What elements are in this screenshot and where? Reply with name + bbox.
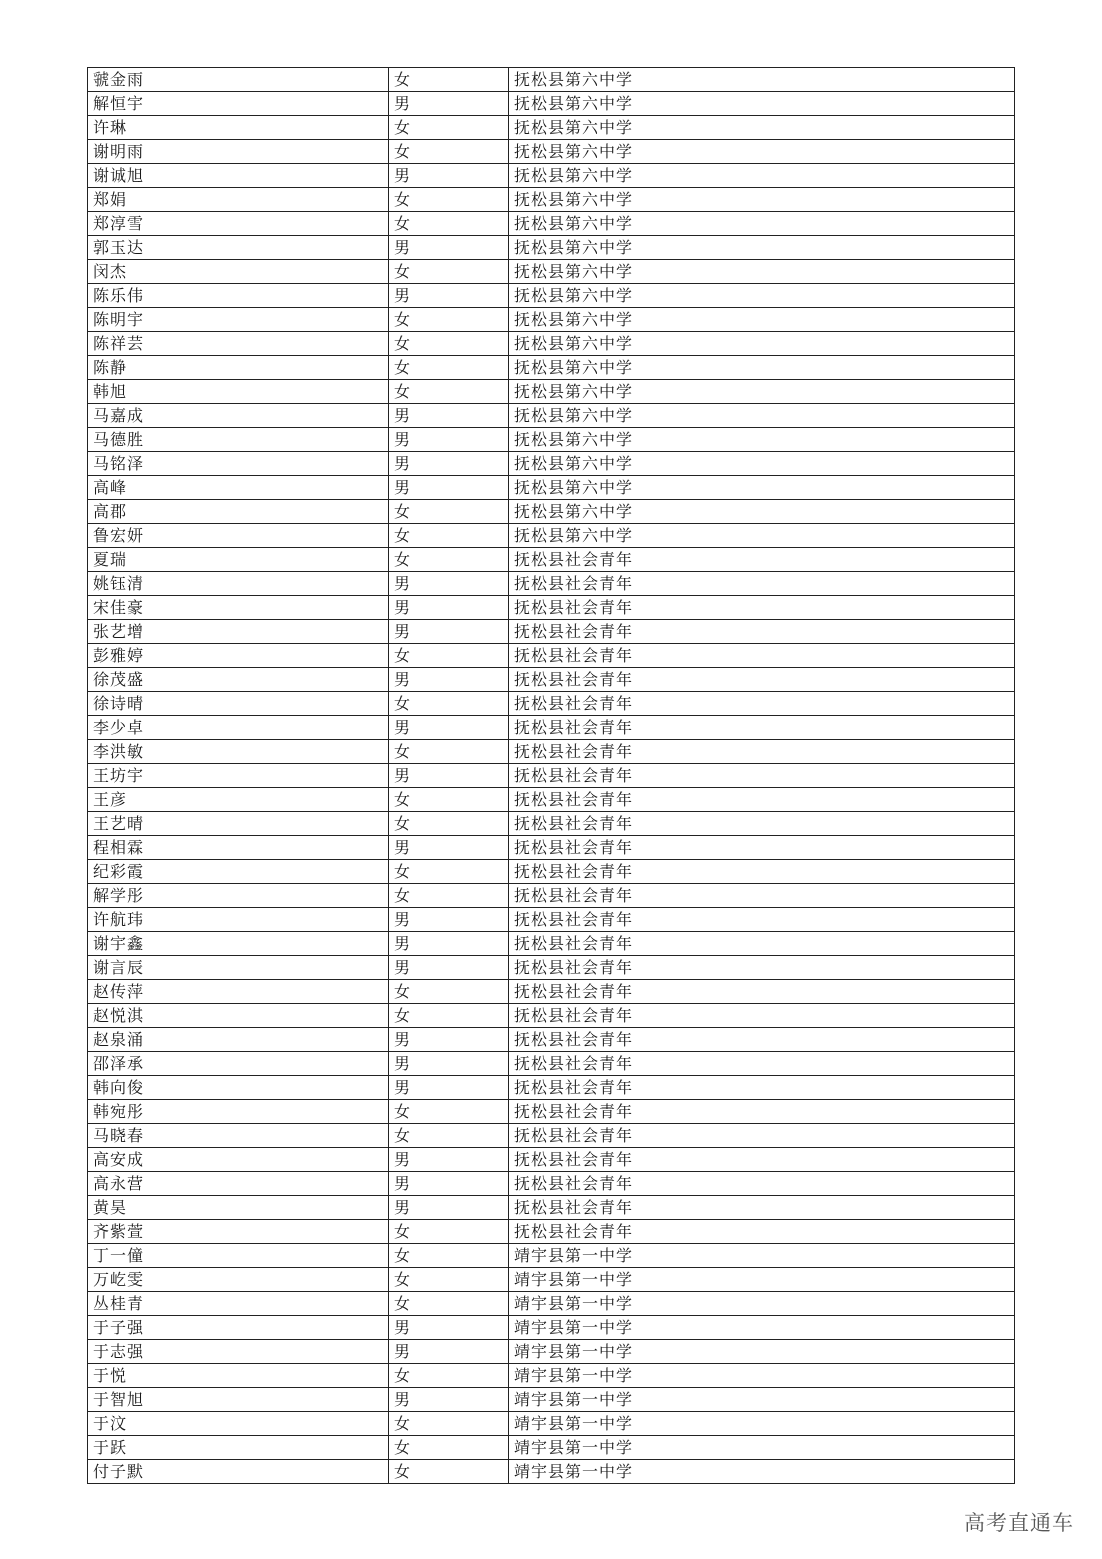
name-cell: 马嘉成 [88, 404, 389, 428]
table-row [88, 1292, 1015, 1316]
school-cell: 抚松县社会青年 [509, 1076, 1015, 1100]
table-row [88, 572, 1015, 596]
gender-cell: 男 [389, 476, 509, 500]
gender-cell: 男 [389, 596, 509, 620]
school-cell: 抚松县社会青年 [509, 1196, 1015, 1220]
gender-cell: 女 [389, 356, 509, 380]
name-cell: 闵杰 [88, 260, 389, 284]
gender-cell: 男 [389, 1052, 509, 1076]
school-cell: 靖宇县第一中学 [509, 1364, 1015, 1388]
school-cell: 抚松县第六中学 [509, 380, 1015, 404]
gender-cell: 男 [389, 620, 509, 644]
table-row [88, 1124, 1015, 1148]
table-row [88, 1436, 1015, 1460]
school-cell: 靖宇县第一中学 [509, 1460, 1015, 1484]
name-cell: 徐诗晴 [88, 692, 389, 716]
table-row [88, 1220, 1015, 1244]
school-cell: 抚松县社会青年 [509, 1100, 1015, 1124]
school-cell: 抚松县第六中学 [509, 188, 1015, 212]
gender-cell: 女 [389, 884, 509, 908]
school-cell: 抚松县第六中学 [509, 332, 1015, 356]
name-cell: 解学彤 [88, 884, 389, 908]
gender-cell: 男 [389, 956, 509, 980]
gender-cell: 男 [389, 668, 509, 692]
gender-cell: 女 [389, 500, 509, 524]
school-cell: 抚松县社会青年 [509, 1220, 1015, 1244]
gender-cell: 女 [389, 860, 509, 884]
table-row [88, 524, 1015, 548]
table-row [88, 236, 1015, 260]
name-cell: 高永营 [88, 1172, 389, 1196]
table-row [88, 980, 1015, 1004]
name-cell: 赵传萍 [88, 980, 389, 1004]
gender-cell: 男 [389, 716, 509, 740]
name-cell: 于悦 [88, 1364, 389, 1388]
gender-cell: 女 [389, 260, 509, 284]
school-cell: 抚松县第六中学 [509, 164, 1015, 188]
gender-cell: 女 [389, 1004, 509, 1028]
table-row [88, 68, 1015, 92]
name-cell: 王坊宇 [88, 764, 389, 788]
table-row [88, 1052, 1015, 1076]
gender-cell: 男 [389, 452, 509, 476]
school-cell: 靖宇县第一中学 [509, 1340, 1015, 1364]
name-cell: 张艺增 [88, 620, 389, 644]
school-cell: 抚松县社会青年 [509, 620, 1015, 644]
name-cell: 于汶 [88, 1412, 389, 1436]
school-cell: 抚松县第六中学 [509, 500, 1015, 524]
school-cell: 抚松县社会青年 [509, 596, 1015, 620]
school-cell: 抚松县社会青年 [509, 692, 1015, 716]
school-cell: 抚松县第六中学 [509, 308, 1015, 332]
school-cell: 抚松县社会青年 [509, 572, 1015, 596]
table-row [88, 956, 1015, 980]
name-cell: 于子强 [88, 1316, 389, 1340]
name-cell: 韩向俊 [88, 1076, 389, 1100]
gender-cell: 女 [389, 740, 509, 764]
name-cell: 付子默 [88, 1460, 389, 1484]
gender-cell: 女 [389, 308, 509, 332]
gender-cell: 女 [389, 1100, 509, 1124]
name-cell: 王艺晴 [88, 812, 389, 836]
table-row [88, 284, 1015, 308]
table-row [88, 740, 1015, 764]
gender-cell: 男 [389, 1076, 509, 1100]
table-row [88, 356, 1015, 380]
table-row [88, 1196, 1015, 1220]
gender-cell: 女 [389, 548, 509, 572]
gender-cell: 男 [389, 428, 509, 452]
table-row [88, 212, 1015, 236]
school-cell: 抚松县社会青年 [509, 1004, 1015, 1028]
name-cell: 彭雅婷 [88, 644, 389, 668]
name-cell: 姚钰清 [88, 572, 389, 596]
name-cell: 许航玮 [88, 908, 389, 932]
name-cell: 许琳 [88, 116, 389, 140]
name-cell: 李少卓 [88, 716, 389, 740]
name-cell: 邵泽承 [88, 1052, 389, 1076]
gender-cell: 男 [389, 1172, 509, 1196]
name-cell: 赵泉涌 [88, 1028, 389, 1052]
gender-cell: 男 [389, 404, 509, 428]
table-row [88, 260, 1015, 284]
gender-cell: 女 [389, 140, 509, 164]
table-row [88, 1148, 1015, 1172]
name-cell: 郭玉达 [88, 236, 389, 260]
name-cell: 于智旭 [88, 1388, 389, 1412]
school-cell: 抚松县第六中学 [509, 140, 1015, 164]
name-cell: 鲁宏妍 [88, 524, 389, 548]
school-cell: 抚松县社会青年 [509, 860, 1015, 884]
school-cell: 抚松县社会青年 [509, 1028, 1015, 1052]
gender-cell: 男 [389, 92, 509, 116]
name-cell: 李洪敏 [88, 740, 389, 764]
table-row [88, 1412, 1015, 1436]
school-cell: 抚松县第六中学 [509, 428, 1015, 452]
gender-cell: 女 [389, 1292, 509, 1316]
name-cell: 郑娟 [88, 188, 389, 212]
gender-cell: 女 [389, 1364, 509, 1388]
gender-cell: 男 [389, 236, 509, 260]
table-row [88, 1028, 1015, 1052]
name-cell: 韩宛彤 [88, 1100, 389, 1124]
table-row [88, 668, 1015, 692]
school-cell: 抚松县社会青年 [509, 1148, 1015, 1172]
name-cell: 谢言辰 [88, 956, 389, 980]
gender-cell: 女 [389, 788, 509, 812]
table-row [88, 116, 1015, 140]
table-row [88, 380, 1015, 404]
name-cell: 虢金雨 [88, 68, 389, 92]
name-cell: 高安成 [88, 1148, 389, 1172]
gender-cell: 女 [389, 692, 509, 716]
school-cell: 靖宇县第一中学 [509, 1316, 1015, 1340]
school-cell: 抚松县社会青年 [509, 1172, 1015, 1196]
table-row [88, 884, 1015, 908]
table-row [88, 404, 1015, 428]
gender-cell: 女 [389, 380, 509, 404]
table-row [88, 1004, 1015, 1028]
gender-cell: 女 [389, 116, 509, 140]
school-cell: 靖宇县第一中学 [509, 1412, 1015, 1436]
gender-cell: 女 [389, 1244, 509, 1268]
school-cell: 抚松县第六中学 [509, 236, 1015, 260]
gender-cell: 女 [389, 1460, 509, 1484]
gender-cell: 女 [389, 812, 509, 836]
gender-cell: 男 [389, 908, 509, 932]
school-cell: 靖宇县第一中学 [509, 1244, 1015, 1268]
gender-cell: 女 [389, 980, 509, 1004]
name-cell: 陈明宇 [88, 308, 389, 332]
school-cell: 抚松县第六中学 [509, 68, 1015, 92]
school-cell: 抚松县第六中学 [509, 452, 1015, 476]
name-cell: 马德胜 [88, 428, 389, 452]
table-row [88, 92, 1015, 116]
table-row [88, 1388, 1015, 1412]
gender-cell: 女 [389, 524, 509, 548]
table-row [88, 1460, 1015, 1484]
gender-cell: 男 [389, 164, 509, 188]
table-row [88, 620, 1015, 644]
gender-cell: 女 [389, 1220, 509, 1244]
school-cell: 抚松县社会青年 [509, 740, 1015, 764]
watermark-text: 高考直通车 [964, 1511, 1074, 1535]
school-cell: 抚松县第六中学 [509, 524, 1015, 548]
name-cell: 齐紫萱 [88, 1220, 389, 1244]
name-cell: 万屹雯 [88, 1268, 389, 1292]
table-row [88, 908, 1015, 932]
school-cell: 抚松县第六中学 [509, 116, 1015, 140]
name-cell: 高峰 [88, 476, 389, 500]
name-cell: 纪彩霞 [88, 860, 389, 884]
name-cell: 谢宇鑫 [88, 932, 389, 956]
table-row [88, 788, 1015, 812]
gender-cell: 女 [389, 644, 509, 668]
name-cell: 陈乐伟 [88, 284, 389, 308]
school-cell: 抚松县社会青年 [509, 884, 1015, 908]
table-row [88, 500, 1015, 524]
school-cell: 抚松县社会青年 [509, 1124, 1015, 1148]
gender-cell: 男 [389, 836, 509, 860]
table-row [88, 1268, 1015, 1292]
name-cell: 谢诚旭 [88, 164, 389, 188]
table-row [88, 332, 1015, 356]
school-cell: 抚松县第六中学 [509, 404, 1015, 428]
table-row [88, 188, 1015, 212]
table-row [88, 1364, 1015, 1388]
table-row [88, 692, 1015, 716]
name-cell: 王彦 [88, 788, 389, 812]
school-cell: 抚松县第六中学 [509, 92, 1015, 116]
table-row [88, 1244, 1015, 1268]
gender-cell: 男 [389, 1316, 509, 1340]
school-cell: 抚松县社会青年 [509, 716, 1015, 740]
name-cell: 高郡 [88, 500, 389, 524]
table-row [88, 1316, 1015, 1340]
gender-cell: 女 [389, 1436, 509, 1460]
table-row [88, 932, 1015, 956]
table-row [88, 596, 1015, 620]
name-cell: 黄昊 [88, 1196, 389, 1220]
name-cell: 于志强 [88, 1340, 389, 1364]
school-cell: 抚松县社会青年 [509, 812, 1015, 836]
table-row [88, 548, 1015, 572]
table-row [88, 764, 1015, 788]
table-row [88, 452, 1015, 476]
school-cell: 靖宇县第一中学 [509, 1268, 1015, 1292]
gender-cell: 男 [389, 1340, 509, 1364]
name-cell: 赵悦淇 [88, 1004, 389, 1028]
school-cell: 抚松县社会青年 [509, 956, 1015, 980]
gender-cell: 男 [389, 1196, 509, 1220]
table-row [88, 644, 1015, 668]
name-cell: 马铭泽 [88, 452, 389, 476]
name-cell: 宋佳豪 [88, 596, 389, 620]
name-cell: 丁一僮 [88, 1244, 389, 1268]
name-cell: 郑淳雪 [88, 212, 389, 236]
school-cell: 抚松县社会青年 [509, 1052, 1015, 1076]
school-cell: 抚松县第六中学 [509, 284, 1015, 308]
school-cell: 靖宇县第一中学 [509, 1292, 1015, 1316]
name-cell: 陈静 [88, 356, 389, 380]
gender-cell: 女 [389, 1268, 509, 1292]
gender-cell: 男 [389, 1388, 509, 1412]
table-row [88, 1100, 1015, 1124]
table-row [88, 308, 1015, 332]
name-cell: 马晓春 [88, 1124, 389, 1148]
table-row [88, 716, 1015, 740]
name-cell: 陈祥芸 [88, 332, 389, 356]
name-cell: 夏瑞 [88, 548, 389, 572]
school-cell: 抚松县社会青年 [509, 980, 1015, 1004]
school-cell: 靖宇县第一中学 [509, 1388, 1015, 1412]
school-cell: 抚松县第六中学 [509, 356, 1015, 380]
name-cell: 程相霖 [88, 836, 389, 860]
school-cell: 抚松县第六中学 [509, 260, 1015, 284]
roster-table [87, 67, 1015, 1484]
table-row [88, 164, 1015, 188]
school-cell: 抚松县第六中学 [509, 476, 1015, 500]
table-row [88, 812, 1015, 836]
table-row [88, 428, 1015, 452]
name-cell: 谢明雨 [88, 140, 389, 164]
table-row [88, 836, 1015, 860]
school-cell: 抚松县社会青年 [509, 548, 1015, 572]
gender-cell: 女 [389, 188, 509, 212]
school-cell: 抚松县社会青年 [509, 932, 1015, 956]
gender-cell: 男 [389, 1028, 509, 1052]
name-cell: 徐茂盛 [88, 668, 389, 692]
name-cell: 丛桂青 [88, 1292, 389, 1316]
name-cell: 解恒宇 [88, 92, 389, 116]
school-cell: 抚松县社会青年 [509, 764, 1015, 788]
gender-cell: 女 [389, 212, 509, 236]
school-cell: 抚松县社会青年 [509, 644, 1015, 668]
gender-cell: 女 [389, 332, 509, 356]
school-cell: 抚松县社会青年 [509, 836, 1015, 860]
school-cell: 靖宇县第一中学 [509, 1436, 1015, 1460]
gender-cell: 女 [389, 1124, 509, 1148]
gender-cell: 女 [389, 1412, 509, 1436]
gender-cell: 男 [389, 284, 509, 308]
table-row [88, 1076, 1015, 1100]
school-cell: 抚松县社会青年 [509, 908, 1015, 932]
gender-cell: 女 [389, 68, 509, 92]
gender-cell: 男 [389, 572, 509, 596]
name-cell: 于跃 [88, 1436, 389, 1460]
gender-cell: 男 [389, 1148, 509, 1172]
gender-cell: 男 [389, 932, 509, 956]
table-row [88, 1340, 1015, 1364]
table-row [88, 860, 1015, 884]
school-cell: 抚松县社会青年 [509, 788, 1015, 812]
table-row [88, 1172, 1015, 1196]
school-cell: 抚松县第六中学 [509, 212, 1015, 236]
roster-body [88, 68, 1015, 1484]
school-cell: 抚松县社会青年 [509, 668, 1015, 692]
table-row [88, 140, 1015, 164]
gender-cell: 男 [389, 764, 509, 788]
table-row [88, 476, 1015, 500]
name-cell: 韩旭 [88, 380, 389, 404]
